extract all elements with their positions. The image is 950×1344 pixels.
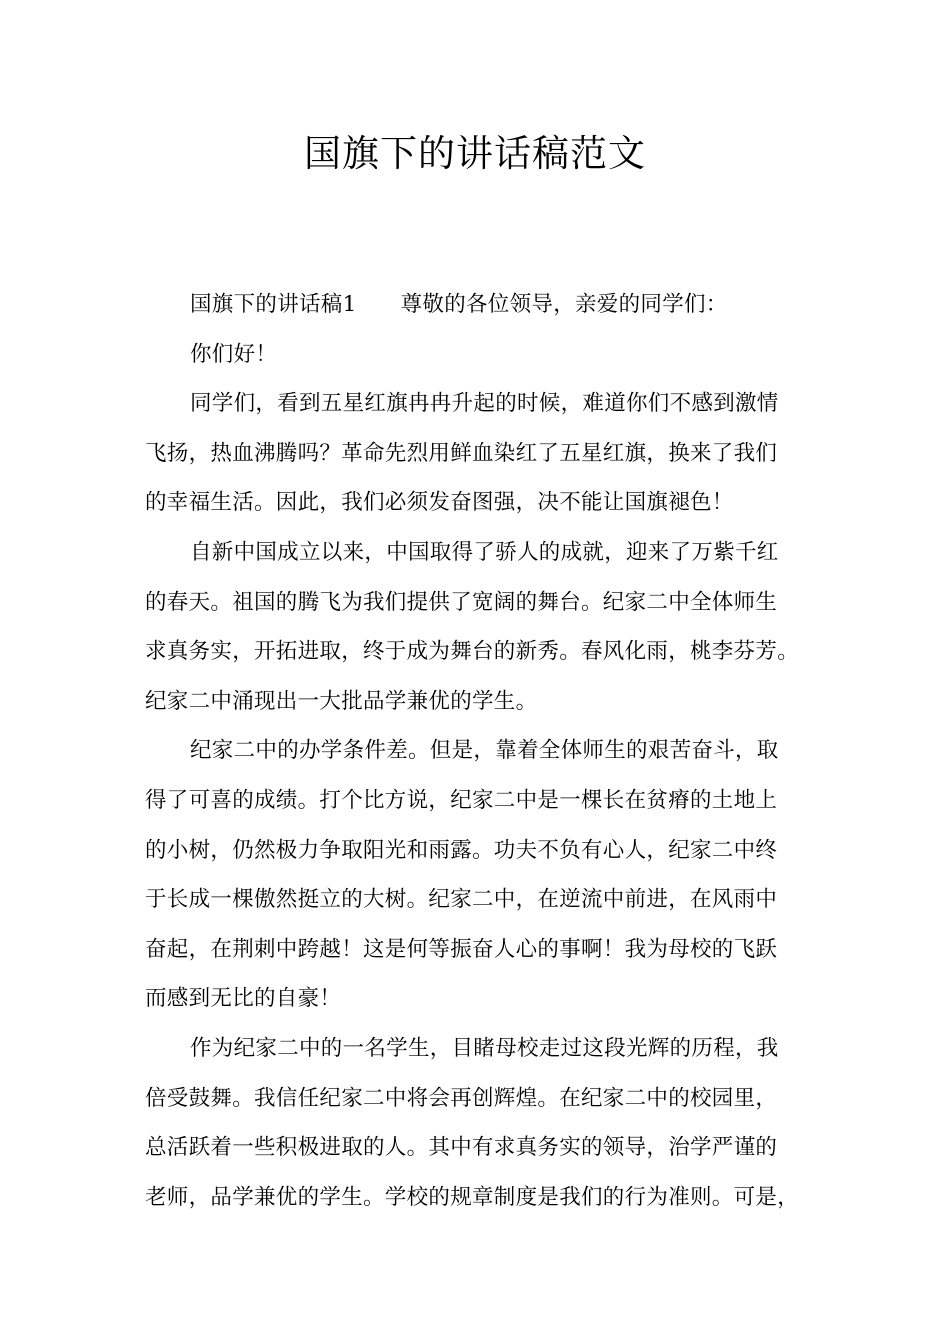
paragraph-line: 老师，品学兼优的学生。学校的规章制度是我们的行为准则。可是， bbox=[145, 1184, 800, 1210]
paragraph-line: 纪家二中涌现出一大批品学兼优的学生。 bbox=[145, 688, 538, 714]
heading-line bbox=[145, 280, 825, 330]
paragraph-line: 总活跃着一些积极进取的人。其中有求真务实的领导，治学严谨的 bbox=[145, 1135, 778, 1161]
paragraph-line: 得了可喜的成绩。打个比方说，纪家二中是一棵长在贫瘠的土地上 bbox=[145, 787, 778, 813]
paragraph-line: 求真务实，开拓进取，终于成为舞台的新秀。春风化雨，桃李芬芳。 bbox=[145, 639, 800, 665]
paragraph-line: 的小树，仍然极力争取阳光和雨露。功夫不负有心人，纪家二中终 bbox=[145, 837, 778, 863]
paragraph-line: 奋起，在荆刺中跨越！这是何等振奋人心的事啊！我为母校的飞跃 bbox=[145, 936, 778, 962]
paragraph-line: 的幸福生活。因此，我们必须发奋图强，决不能让国旗褪色！ bbox=[145, 490, 734, 516]
paragraph-line: 而感到无比的自豪！ bbox=[145, 986, 342, 1012]
paragraph-line: 纪家二中的办学条件差。但是，靠着全体师生的艰苦奋斗，取 bbox=[190, 738, 779, 764]
paragraph-line: 作为纪家二中的一名学生，目睹母校走过这段光辉的历程，我 bbox=[190, 1035, 779, 1061]
paragraph-line: 倍受鼓舞。我信任纪家二中将会再创辉煌。在纪家二中的校园里， bbox=[145, 1085, 778, 1111]
paragraph-line: 同学们，看到五星红旗冉冉升起的时候，难道你们不感到激情 bbox=[190, 391, 779, 417]
paragraph-line: 飞扬，热血沸腾吗？革命先烈用鲜血染红了五星红旗，换来了我们 bbox=[145, 440, 778, 466]
document-body bbox=[145, 280, 825, 1222]
paragraph-line: 自新中国成立以来，中国取得了骄人的成就，迎来了万紫千红 bbox=[190, 539, 779, 565]
paragraph-line: 你们好！ bbox=[190, 341, 278, 367]
document-title: 国旗下的讲话稿范文 bbox=[304, 132, 646, 175]
paragraph-line: 的春天。祖国的腾飞为我们提供了宽阔的舞台。纪家二中全体师生 bbox=[145, 589, 778, 615]
greeting: 尊敬的各位领导，亲爱的同学们： bbox=[400, 292, 728, 317]
section-heading: 国旗下的讲话稿1 bbox=[190, 292, 357, 317]
paragraph-line: 于长成一棵傲然挺立的大树。纪家二中，在逆流中前进，在风雨中 bbox=[145, 887, 778, 913]
